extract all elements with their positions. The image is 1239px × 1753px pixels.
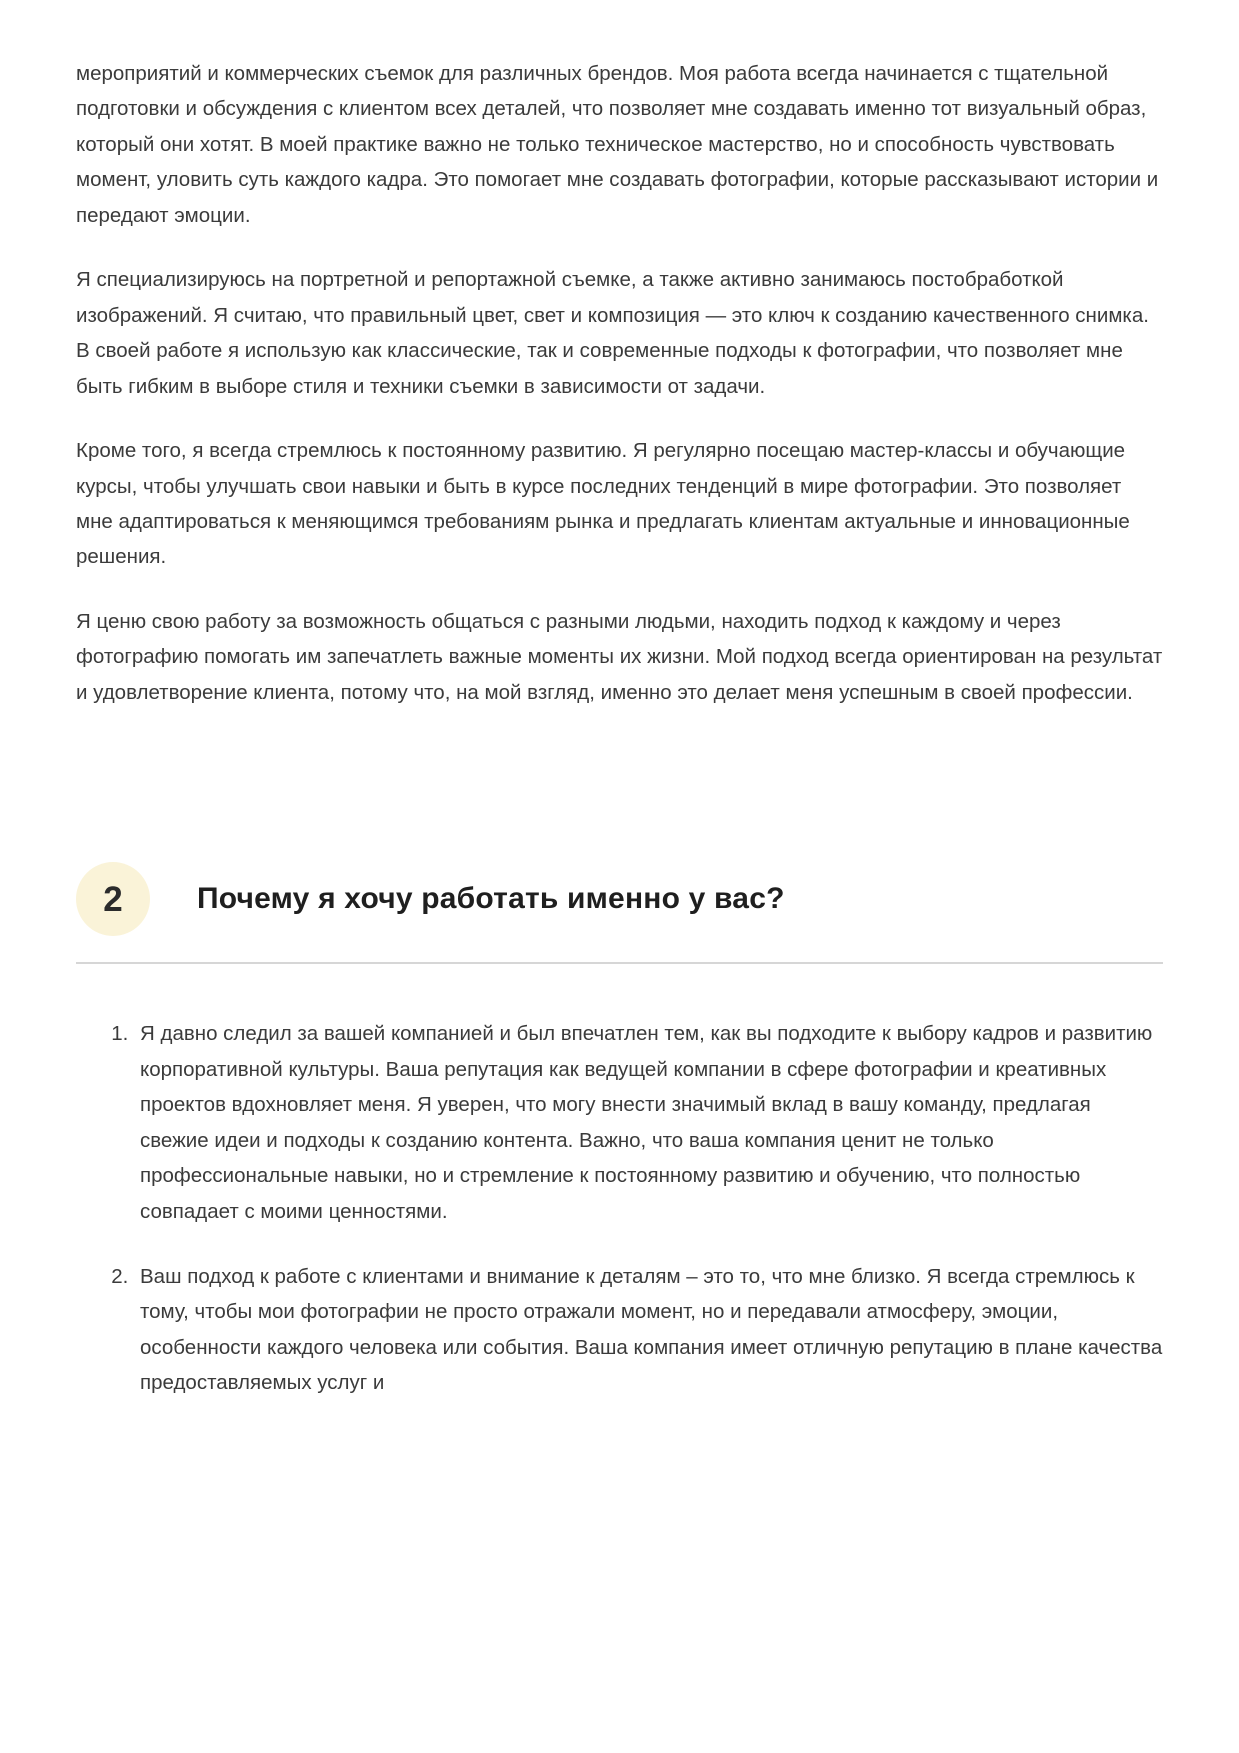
- section-title: Почему я хочу работать именно у вас?: [197, 882, 785, 916]
- section-divider: [76, 962, 1163, 964]
- section-number: 2: [103, 879, 123, 919]
- reasons-list: [76, 1016, 1163, 1401]
- intro-paragraph-1: мероприятий и коммерческих съемок для различных брендов. Моя работа всегда начинается с тщательной подготовки и обсуждения с клиентом всех деталей, что позволяет мне создавать именно тот визуальный образ, который они хотят. В моей практике важно не только техническое мастерство, но и способность чувствовать момент, уловить суть каждого кадра. Это помогает мне создавать фотографии, которые рассказывают истории и передают эмоции.: [76, 62, 1159, 227]
- intro-paragraph-4: Я ценю свою работу за возможность общаться с разными людьми, находить подход к каждому и через фотографию помогать им запечатлеть важные моменты их жизни. Мой подход всегда ориентирован на результат и удовлетворение клиента, потому что, на мой взгляд, именно это делает меня успешным в своей профессии.: [76, 609, 1163, 704]
- list-item: 2. Ваш подход к работе с клиентами и внимание к деталям – это то, что мне близко. Я всегда стремлюсь к тому, чтобы мои фотографии не просто отражали момент, но и передавали атмосферу, эмоции, особенности каждого человека или события. Ваша компания имеет отличную репутацию в плане качества предоставляемых услуг и: [134, 1259, 1163, 1401]
- bottom-fade-overlay: [0, 1727, 1239, 1753]
- section-header: [76, 862, 1163, 936]
- intro-paragraph-3: Кроме того, я всегда стремлюсь к постоянному развитию. Я регулярно посещаю мастер-классы и обучающие курсы, чтобы улучшать свои навыки и быть в курсе последних тенденций в мире фотографии. Это позволяет мне адаптироваться к меняющимся требованиям рынка и предлагать клиентам актуальные и инновационные решения.: [76, 439, 1130, 569]
- section-number-badge: [76, 862, 150, 936]
- intro-text-block: [76, 56, 1163, 710]
- list-item: 1. Я давно следил за вашей компанией и был впечатлен тем, как вы подходите к выбору кадров и развитию корпоративной культуры. Ваша репутация как ведущей компании в сфере фотографии и креативных проектов вдохновляет меня. Я уверен, что могу внести значимый вклад в вашу команду, предлагая свежие идеи и подходы к созданию контента. Важно, что ваша компания ценит не только профессиональные навыки, но и стремление к постоянному развитию и обучению, что полностью совпадает с моими ценностями.: [134, 1016, 1163, 1229]
- intro-paragraph-2: Я специализируюсь на портретной и репортажной съемке, а также активно занимаюсь постобработкой изображений. Я считаю, что правильный цвет, свет и композиция — это ключ к созданию качественного снимка. В своей работе я использую как классические, так и современные подходы к фотографии, что позволяет мне быть гибким в выборе стиля и техники съемки в зависимости от задачи.: [76, 268, 1149, 398]
